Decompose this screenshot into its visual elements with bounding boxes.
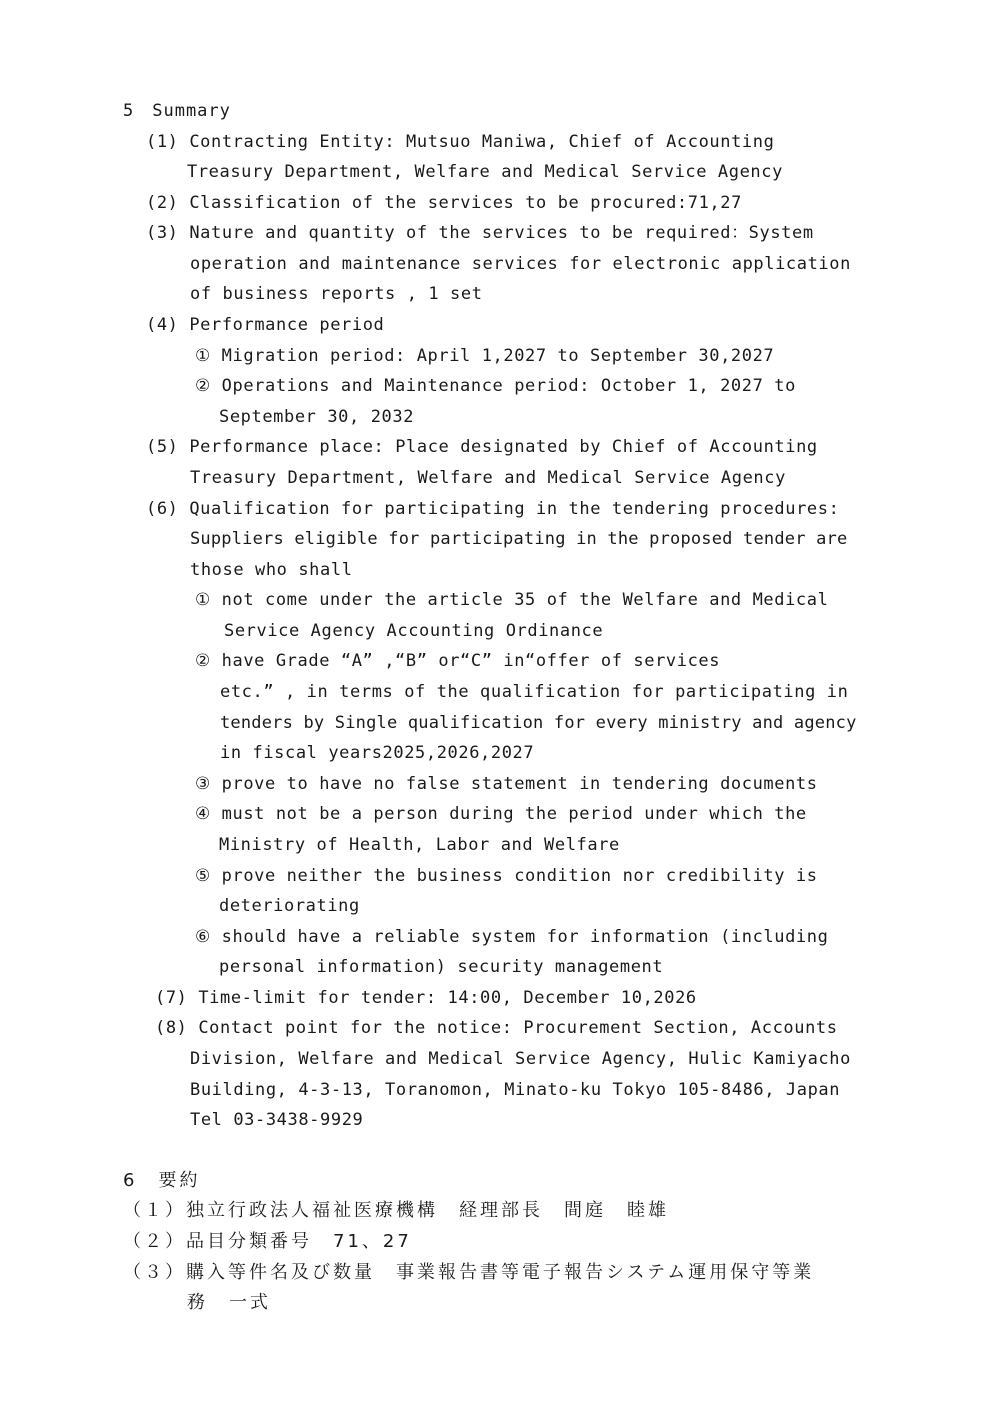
item-5-line-2: Treasury Department, Welfare and Medical Service Agency <box>190 468 786 488</box>
item-6-line-3: those who shall <box>190 560 353 580</box>
item-1-line-1: (1) Contracting Entity: Mutsuo Maniwa, Chief of Accounting <box>146 132 775 152</box>
item-6-sub-2-line-3: tenders by Single qualification for every ministry and agency <box>220 713 857 733</box>
jp-item-3-line-2: 務 一式 <box>187 1292 271 1313</box>
jp-item-2: （２）品目分類番号 71、27 <box>123 1231 412 1252</box>
item-4-line-1: (4) Performance period <box>146 315 385 335</box>
item-3-line-3: of business reports , 1 set <box>190 284 483 304</box>
item-4-sub-2-line-1: ② Operations and Maintenance period: October 1, 2027 to <box>195 376 796 396</box>
item-1-line-2: Treasury Department, Welfare and Medical Service Agency <box>187 162 783 182</box>
section-5-heading: 5 Summary <box>123 101 231 121</box>
item-8-line-2: Division, Welfare and Medical Service Agency, Hulic Kamiyacho <box>190 1049 851 1069</box>
item-8-line-4: Tel 03-3438-9929 <box>190 1110 364 1130</box>
item-4-sub-2-line-2: September 30, 2032 <box>219 407 415 427</box>
item-5-line-1: (5) Performance place: Place designated by Chief of Accounting <box>146 437 818 457</box>
item-6-line-1: (6) Qualification for participating in the tendering procedures: <box>146 499 840 519</box>
item-7-line-1: (7) Time-limit for tender: 14:00, December 10,2026 <box>155 988 697 1008</box>
item-8-line-1: (8) Contact point for the notice: Procurement Section, Accounts <box>155 1018 838 1038</box>
item-4-sub-1: ① Migration period: April 1,2027 to September 30,2027 <box>195 346 775 366</box>
item-6-sub-6-line-1: ⑥ should have a reliable system for information (including <box>195 927 829 947</box>
jp-item-1: （１）独立行政法人福祉医療機構 経理部長 間庭 睦雄 <box>123 1200 669 1221</box>
item-6-sub-1-line-1: ① not come under the article 35 of the Welfare and Medical <box>195 590 829 610</box>
item-6-sub-2-line-4: in fiscal years2025,2026,2027 <box>220 743 535 763</box>
item-6-sub-6-line-2: personal information) security management <box>219 957 664 977</box>
item-8-line-3: Building, 4-3-13, Toranomon, Minato-ku Tokyo 105-8486, Japan <box>190 1080 841 1100</box>
item-6-sub-1-line-2: Service Agency Accounting Ordinance <box>224 621 604 641</box>
item-6-sub-3: ③ prove to have no false statement in tendering documents <box>195 774 818 794</box>
item-6-sub-2-line-1: ② have Grade “A” ,“B” or“C” in“offer of services <box>195 651 721 671</box>
item-6-sub-4-line-2: Ministry of Health, Labor and Welfare <box>219 835 620 855</box>
item-6-sub-5-line-2: deteriorating <box>219 896 360 916</box>
item-2-line-1: (2) Classification of the services to be procured:71,27 <box>146 193 742 213</box>
item-6-line-2: Suppliers eligible for participating in the proposed tender are <box>190 529 848 549</box>
item-6-sub-4-line-1: ④ must not be a person during the period under which the <box>195 804 807 824</box>
item-6-sub-5-line-1: ⑤ prove neither the business condition nor credibility is <box>195 866 818 886</box>
item-6-sub-2-line-2: etc.” , in terms of the qualification for participating in <box>220 682 849 702</box>
item-3-line-1: (3) Nature and quantity of the services to be required：System <box>146 223 814 243</box>
section-6-heading: 6 要約 <box>123 1170 201 1191</box>
item-3-line-2: operation and maintenance services for electronic application <box>190 254 851 274</box>
jp-item-3-line-1: （３）購入等件名及び数量 事業報告書等電子報告システム運用保守等業 <box>123 1262 815 1283</box>
